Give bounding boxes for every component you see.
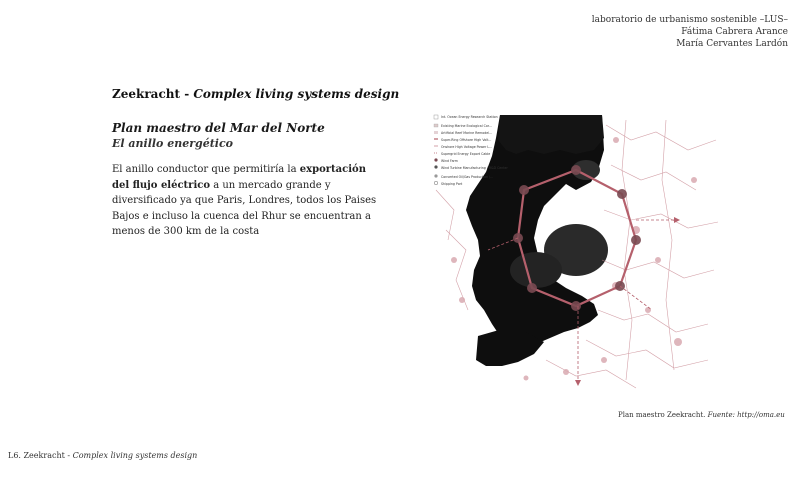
caption-text: Plan maestro Zeekracht. bbox=[618, 411, 708, 419]
legend-item: Wind Farm bbox=[441, 159, 458, 163]
slide-footer bbox=[8, 451, 197, 460]
title-italic: Complex living systems design bbox=[193, 87, 400, 101]
map-svg bbox=[426, 110, 726, 395]
legend-item: Supergrid Energy Export Cable bbox=[441, 152, 491, 156]
legend-item: Wind Turbine Manufacturing / R&D Center bbox=[441, 166, 508, 170]
body-text-part1: El anillo conductor que permitiría la bbox=[112, 164, 300, 175]
body-text-bold: exportación del flujo eléctrico bbox=[112, 164, 366, 191]
body-text-part2: a un mercado grande y diversificado ya que Paris, Londres, todos los Paises Bajos e incluso la cuenca del Rhur se encuentran a menos de 300 km de la costa bbox=[112, 179, 377, 237]
body-paragraph bbox=[112, 162, 377, 240]
masterplan-map bbox=[426, 110, 726, 395]
legend-item: Artificial Reef Marine Remodel... bbox=[441, 131, 493, 135]
shallow-bank bbox=[510, 252, 562, 288]
legend-item: Shipping Port bbox=[441, 182, 463, 186]
footer-label-italic: Complex living systems design bbox=[72, 451, 198, 460]
credit-line: María Cervantes Lardón bbox=[676, 39, 788, 49]
credit-line: Fátima Cabrera Arance bbox=[681, 27, 788, 37]
slide-subsubtitle: El anillo energético bbox=[112, 137, 233, 150]
slide-subtitle: Plan maestro del Mar del Norte bbox=[112, 121, 325, 135]
slide-title bbox=[112, 87, 399, 101]
author-credits bbox=[592, 14, 788, 50]
legend-item: Onshore High Voltage Power L... bbox=[441, 145, 493, 149]
legend-item: Int. Ocean Energy Research Station bbox=[441, 115, 498, 119]
legend-item: Super-Ring Offshore High Volt... bbox=[441, 138, 492, 142]
legend-item: Converted Oil/Gas Production /... bbox=[441, 175, 494, 179]
footer-label: L6. Zeekracht - bbox=[8, 451, 73, 460]
map-caption bbox=[618, 411, 785, 419]
caption-source: Fuente: http://oma.eu bbox=[707, 411, 785, 419]
sea-north bbox=[498, 115, 604, 154]
credit-line: laboratorio de urbanismo sostenible –LUS– bbox=[591, 15, 788, 25]
legend-item: Existing Marine Ecological Cor... bbox=[441, 124, 492, 128]
title-main: Zeekracht - bbox=[112, 87, 194, 101]
